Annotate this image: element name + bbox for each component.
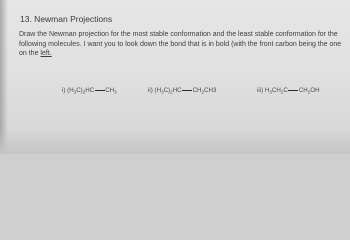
molecule-1-front-group: $(H_3C)_2HC$ bbox=[67, 87, 95, 95]
molecule-1-label: i) bbox=[62, 87, 66, 94]
molecule-2-front-group: $(H_3C)_2HC$ bbox=[154, 87, 182, 95]
molecule-2 bbox=[148, 87, 216, 95]
question-heading: 13. Newman Projections bbox=[20, 14, 113, 24]
question-instructions bbox=[19, 30, 345, 59]
bold-bond bbox=[95, 90, 105, 92]
bold-bond bbox=[182, 90, 192, 92]
molecule-1-back-group: $CH_3$ bbox=[105, 87, 117, 95]
instructions-underlined: left. bbox=[40, 50, 52, 57]
molecule-2-label: ii) bbox=[148, 87, 153, 94]
molecule-2-back-group: $CH_2CH3$ bbox=[192, 87, 217, 95]
instructions-text: Draw the Newman projection for the most stable conformation and the least stable conformation for the following molecules. I want you to look down the bond that is in bold (with the front carbon being the one on the bbox=[19, 31, 342, 57]
molecule-3-back-group: $CH_2OH$ bbox=[298, 87, 320, 95]
molecule-3-label: iii) bbox=[257, 87, 264, 94]
molecule-3 bbox=[257, 87, 320, 95]
molecule-1 bbox=[62, 87, 117, 95]
page-bottom-shadow bbox=[0, 130, 350, 154]
bold-bond bbox=[288, 90, 298, 92]
molecule-3-front-group: $H_3CH_2C$ bbox=[264, 87, 288, 95]
